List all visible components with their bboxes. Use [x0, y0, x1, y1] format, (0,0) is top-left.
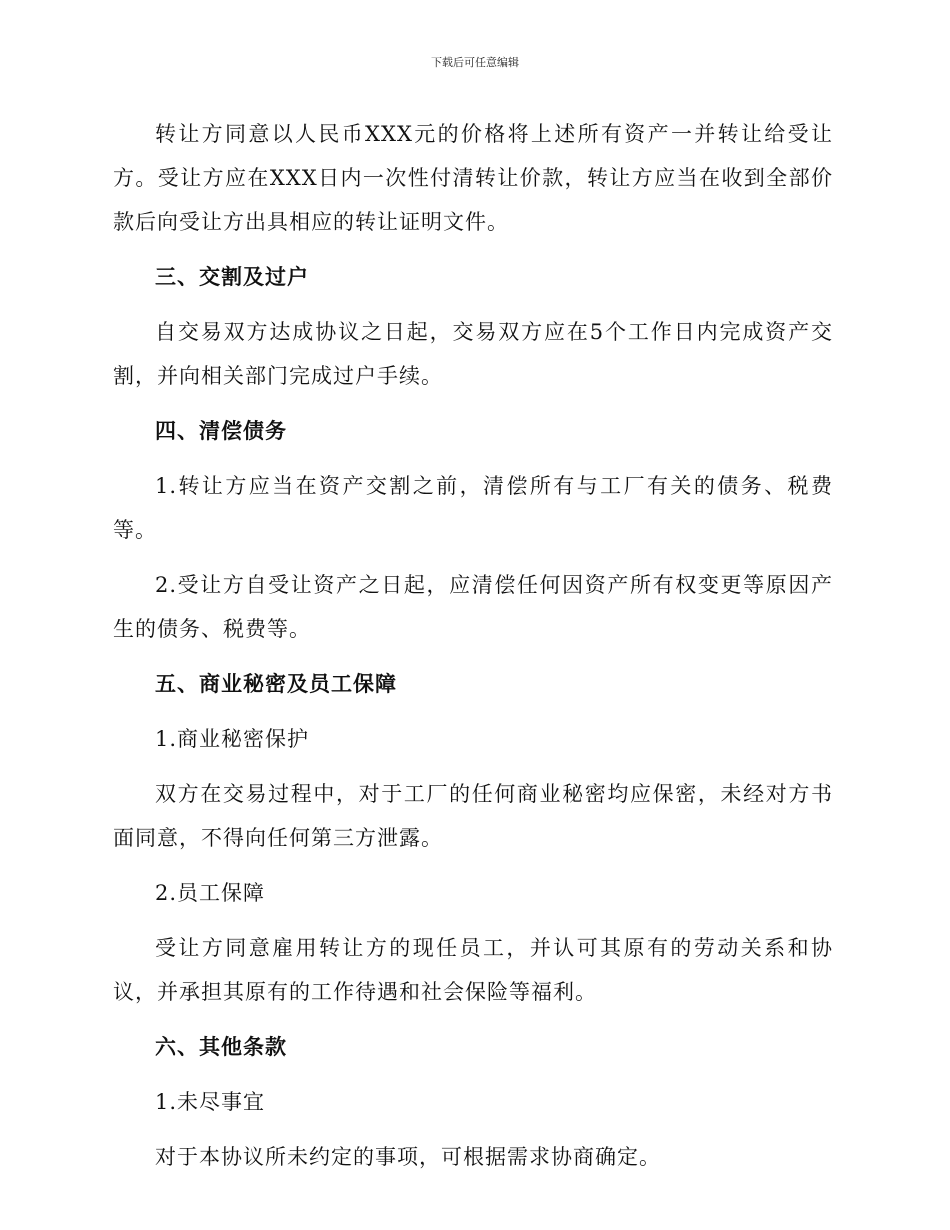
- section-heading-secrets-staff: 五、商业秘密及员工保障: [155, 672, 397, 696]
- paragraph-debts-1: 1.转让方应当在资产交割之前，清偿所有与工厂有关的债务、税费等。: [113, 474, 833, 542]
- paragraph-handover: 自交易双方达成协议之日起，交易双方应在5个工作日内完成资产交割，并向相关部门完成过户手续。: [113, 320, 833, 388]
- subheading-unresolved: 1.未尽事宜: [155, 1090, 266, 1114]
- section-heading-debts: 四、清偿债务: [155, 419, 287, 443]
- section-heading-other: 六、其他条款: [155, 1035, 287, 1059]
- page-header: 下载后可任意编辑: [431, 56, 519, 69]
- paragraph-staff: 受让方同意雇用转让方的现任员工，并认可其原有的劳动关系和协议，并承担其原有的工作待遇和社会保险等福利。: [113, 936, 833, 1004]
- subheading-staff: 2.员工保障: [155, 881, 266, 905]
- paragraph-unresolved: 对于本协议所未约定的事项，可根据需求协商确定。: [155, 1145, 661, 1169]
- paragraph-trade-secrets: 双方在交易过程中，对于工厂的任何商业秘密均应保密，未经对方书面同意，不得向任何第三方泄露。: [113, 782, 833, 850]
- document-body: [113, 112, 833, 1190]
- section-heading-handover: 三、交割及过户: [155, 265, 309, 289]
- subheading-trade-secrets: 1.商业秘密保护: [155, 727, 310, 751]
- paragraph-price-terms: 转让方同意以人民币XXX元的价格将上述所有资产一并转让给受让方。受让方应在XXX日内一次性付清转让价款，转让方应当在收到全部价款后向受让方出具相应的转让证明文件。: [113, 122, 833, 234]
- paragraph-debts-2: 2.受让方自受让资产之日起，应清偿任何因资产所有权变更等原因产生的债务、税费等。: [113, 573, 833, 641]
